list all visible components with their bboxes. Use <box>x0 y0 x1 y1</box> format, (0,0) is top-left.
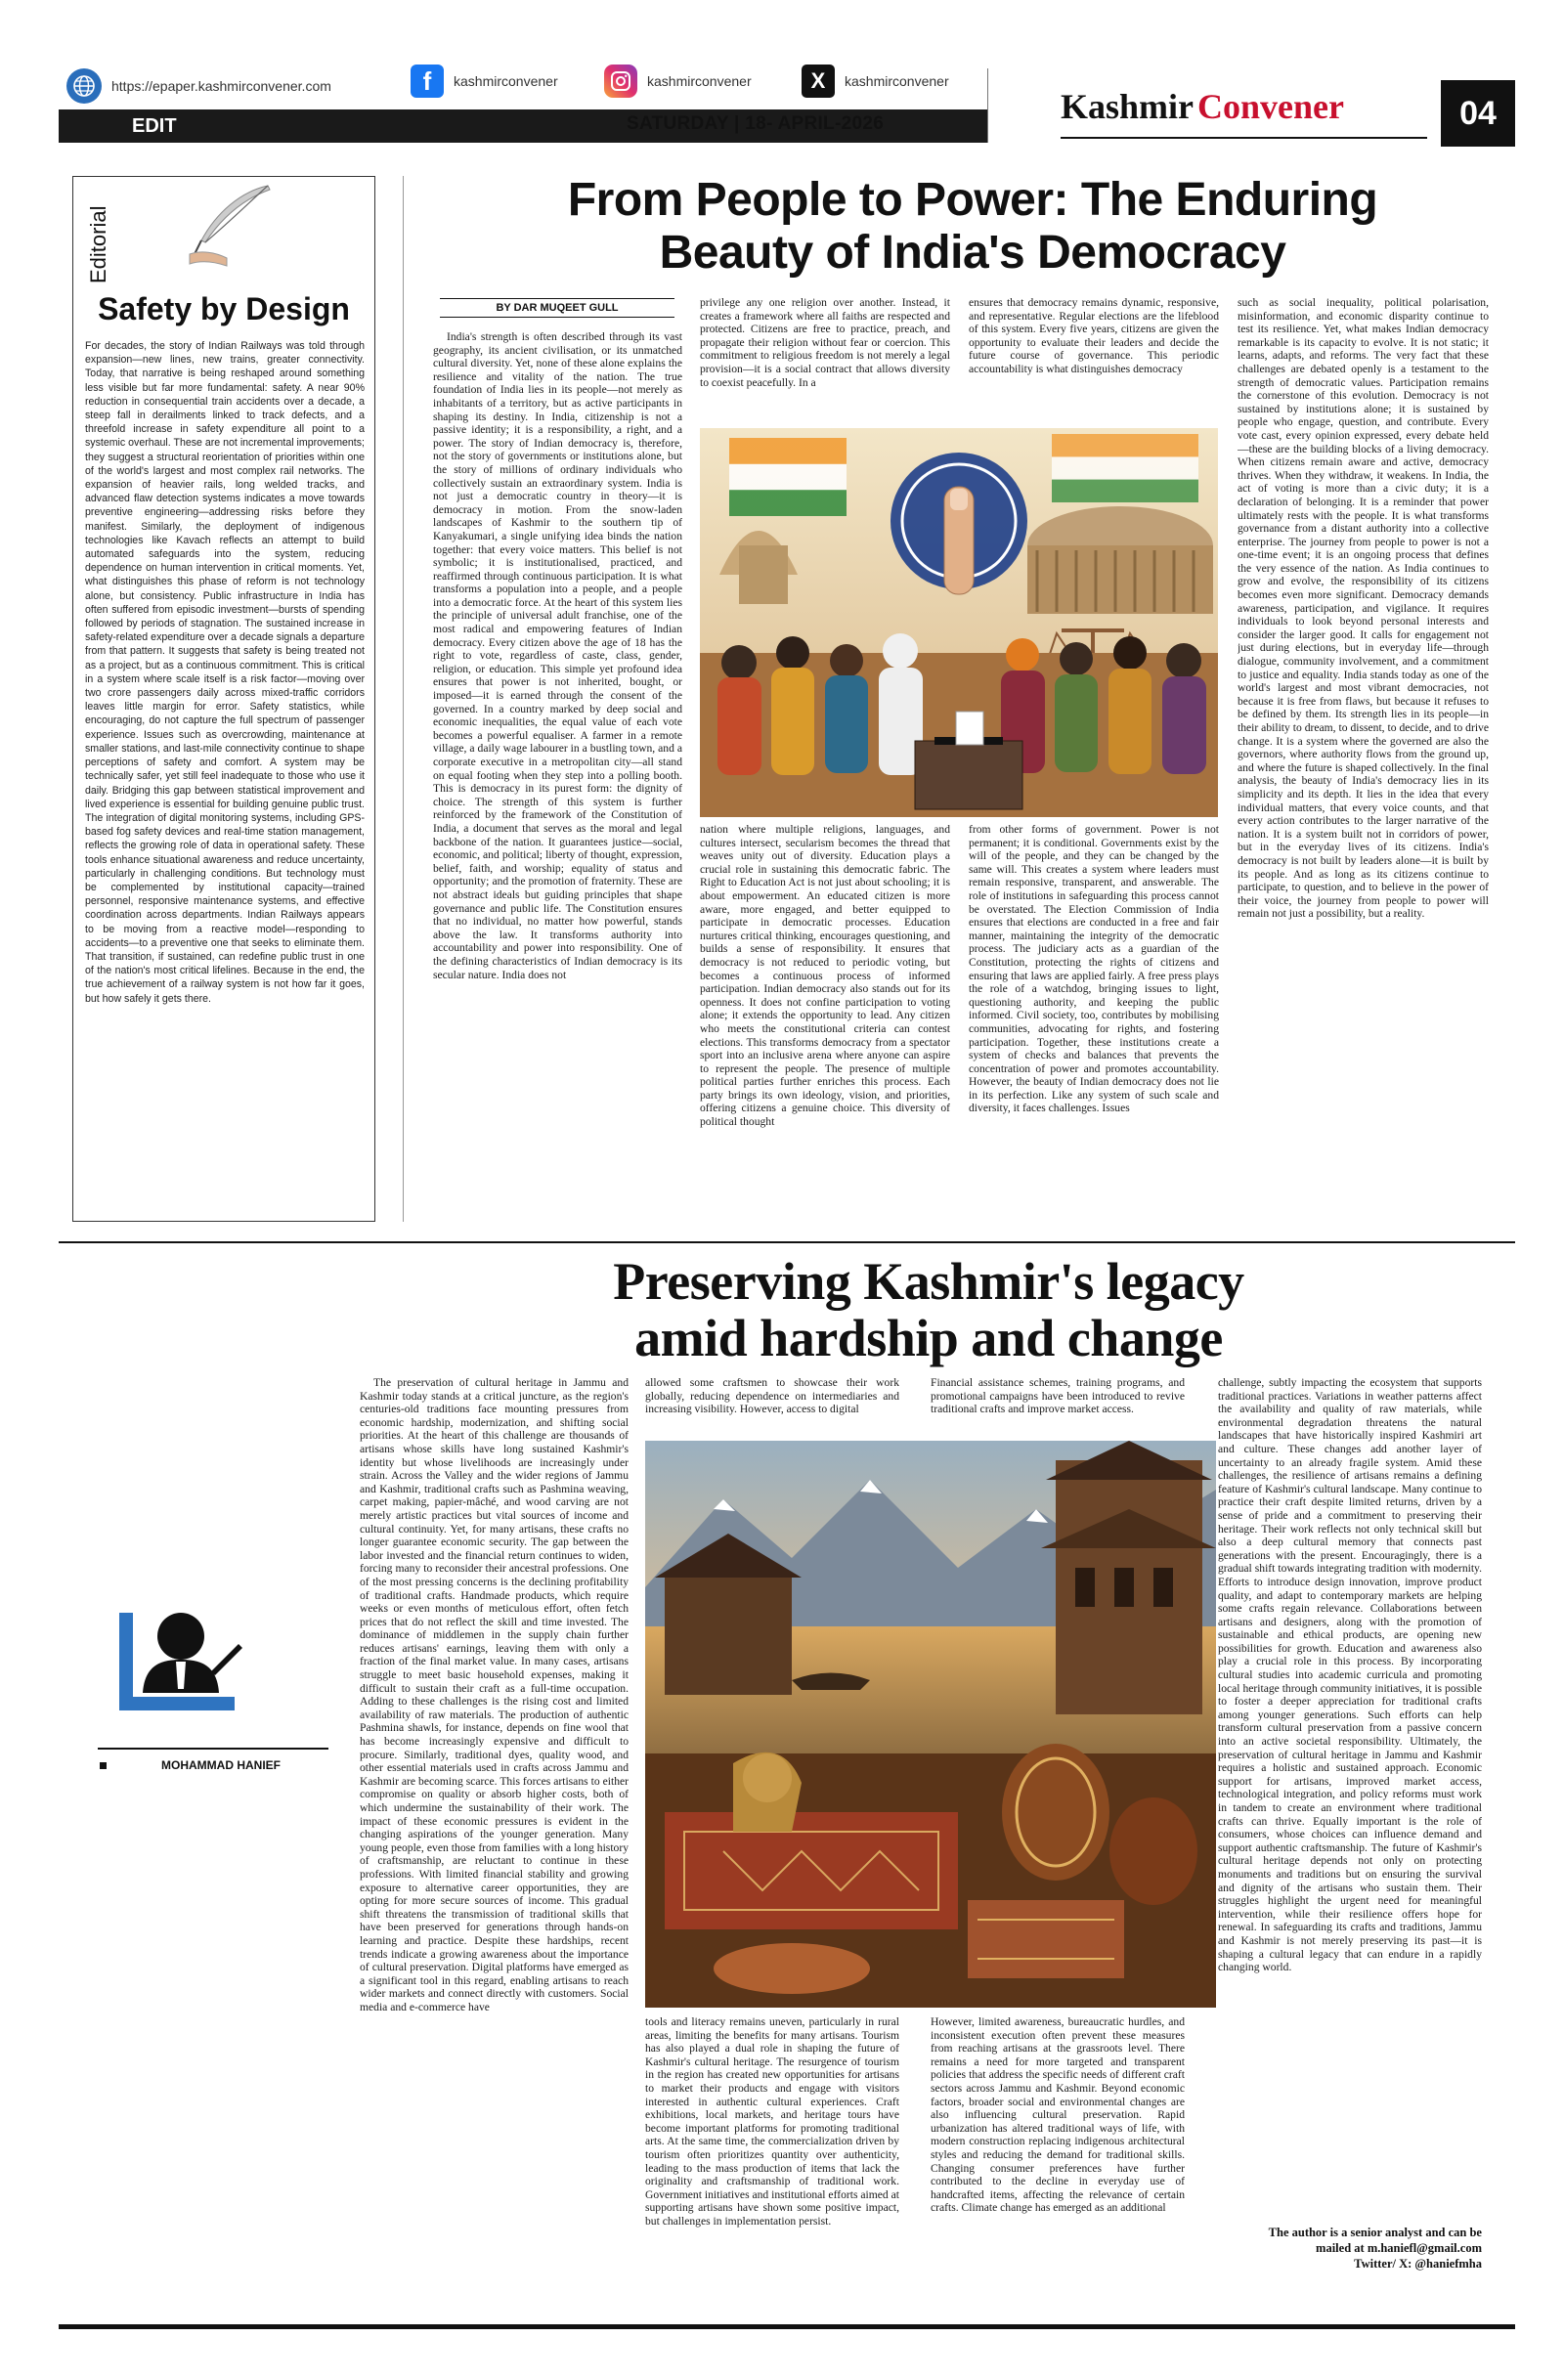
article1-headline-line2: Beauty of India's Democracy <box>659 227 1286 279</box>
masthead-logo <box>1061 86 1344 127</box>
democracy-illustration <box>700 428 1218 817</box>
article1-col1-text: India's strength is often described through its vast geography, its ancient civilisation, or its unmatched cultural diversity. Yet, none of these alone explains the resilience and vitality of the nation. The true foundation of India lies in its people—not merely as inhabitants of a territory, but as active participants in shaping its destiny. In India, citizenship is not a passive identity; it is a responsibility, a right, and a power. The story of Indian democracy is, therefore, not the story of governments or institutions alone, but the story of millions of ordinary individuals who collectively sustain an extraordinary system. India is not just a democratic country in theory—it is democracy in motion. From the snow-laden landscapes of Kashmir to the southern tip of Kanyakumari, a single unifying idea binds the nation together: that every voice matters. This belief is not symbolic; it is institutionalised, practiced, and reaffirmed through continuous participation. It is what transforms a population into a people, and a people into a democratic force. At the heart of this system lies the principle of universal adult franchise, one of the most radical and empowering features of Indian democracy. Every citizen above the age of 18 has the right to vote, regardless of caste, class, gender, religion, or education. This simple yet profound idea ensures that power is not inherited, bought, or imposed—it is earned through the consent of the governed. In a country marked by deep social and economic inequalities, the equal value of each vote becomes a powerful equaliser. A farmer in a remote village, a daily wage labourer in a bustling town, and a corporate executive in a metropolitan city—all stand on equal footing when they step into a polling booth. This is democracy in its purest form: the dignity of choice. The strength of this system is further reinforced by the framework of the Constitution of India, a document that serves as the moral and legal backbone of the nation. It guarantees justice—social, economic, and political; liberty of thought, expression, belief, faith, and worship; equality of status and opportunity; and the promotion of fraternity. These are not abstract ideals but guiding principles that shape governance and public life. The Constitution ensures that no individual, no matter how powerful, stands above the law. It transforms authority into accountability and power into responsibility. One of the defining characteristics of Indian democracy is its secular nature. India does not <box>433 330 682 981</box>
masthead-rule <box>1061 137 1427 139</box>
article2-col3-top-text: Financial assistance schemes, training programs, and promotional campaigns have been introduced to revive traditional crafts and improve market access. <box>931 1376 1185 1416</box>
instagram-icon <box>604 65 637 98</box>
author-bio <box>1218 2225 1482 2272</box>
article2-col4-text: challenge, subtly impacting the ecosystem that supports traditional practices. Variations in weather patterns affect the availability and quality of raw materials, while environmental degradation threatens the natural landscapes that have historically inspired Kashmiri art and culture. These changes add another layer of uncertainty to an already fragile system. Amid these challenges, the resilience of artisans remains a defining feature of Kashmir's cultural landscape. Many continue to practice their craft despite limited returns, driven by a sense of pride and a commitment to preserving their heritage. Their work reflects not only technical skill but also a deep cultural memory that connects past generations with the present. Encouragingly, there is a gradual shift towards integrating tradition with modernity. Efforts to introduce design innovation, improve product quality, and adapt to contemporary markets are helping some crafts regain relevance. Collaborations between artisans and designers, along with the promotion of sustainable and ethical products, are opening new possibilities for growth. Education and awareness also play a crucial role in this process. By incorporating cultural studies into academic curricula and promoting local heritage through community initiatives, it is possible to foster a deeper appreciation for traditional crafts among younger generations. Such efforts can help transform cultural preservation from a passive concern into an active societal responsibility. Ultimately, the preservation of cultural heritage in Jammu and Kashmir requires a holistic and sustained approach. Economic support for artisans, improved market access, technological integration, and policy reforms must work in tandem to create an environment where traditional crafts can thrive. Equally important is the role of consumers, whose choices can influence demand and support authentic craftsmanship. The future of Kashmir's cultural heritage depends not only on protecting monuments and traditions but on ensuring the survival and dignity of the artisans who sustain them. Their struggles highlight the urgent need for meaningful intervention, while their resilience offers hope for renewal. In safeguarding its crafts and traditions, Jammu and Kashmir is not merely preserving its past—it is shaping a cultural legacy that can endure in a rapidly changing world. <box>1218 1376 1482 1974</box>
article1-col3-top <box>969 296 1219 419</box>
article1-col1 <box>433 330 682 1222</box>
editorial-label: Editorial <box>86 205 110 283</box>
author-icon <box>117 1593 244 1725</box>
article1-col2-bottom-text: nation where multiple religions, languages, and cultures intersect, secularism becomes the thread that weaves unity out of diversity. Education plays a crucial role in sustaining this democratic fabric. The Right to Education Act is not just about schooling; it is about empowerment. An educated citizen is more aware, more engaged, and better equipped to participate in democratic processes. Education nurtures critical thinking, encourages questioning, and builds a sense of responsibility. It ensures that democracy is not reduced to periodic voting, but becomes a continuous process of informed participation. Indian democracy also stands out for its openness. It does not confine participation to voting alone; it extends the opportunity to lead. Any citizen who meets the constitutional criteria can contest elections. This transforms democracy from a spectator sport into an inclusive arena where anyone can aspire to represent the people. The presence of multiple political parties further enriches this process. Each party brings its own ideology, vision, and priorities, offering citizens a genuine choice. This diversity of political thought <box>700 823 950 1129</box>
article1-col4-text: such as social inequality, political polarisation, misinformation, and economic disparity continue to test its resilience. Yet, what makes Indian democracy remarkable is its capacity to evolve. It is not static; it learns, adapts, and reforms. The very fact that these challenges are debated openly is a testament to the strength of democratic values. Participation remains the cornerstone of this evolution. Democracy is not sustained by institutions alone; it is sustained by people who engage, question, and contribute. Every vote cast, every opinion expressed, every debate held—these are the building blocks of a living democracy. When citizens remain aware and active, democracy thrives. When they withdraw, it weakens. In India, the act of voting is more than a civic duty; it is a declaration of belonging. It is a reminder that power ultimately rests with the people. It is what transforms governance from a distant authority into a collective enterprise. The journey from people to power is not a one-time event; it is an ongoing process that defines the very essence of the nation. As India continues to grow and evolve, the responsibility of its citizens becomes even more significant. Democracy demands awareness, participation, and vigilance. It requires individuals to look beyond personal interests and consider the larger good. It calls for engagement not just during elections, but in everyday life—through dialogue, community involvement, and a commitment to justice and equality. India stands today as one of the world's largest and most vibrant democracies, not because it is free from flaws, but because it refuses to be defined by them. Its strength lies in its people—in their ability to dream, to dissent, to decide, and to drive change. It is a system where the governed are also the governors, where authority flows from the ground up, and where the future is shaped collectively. In the final analysis, the beauty of India's democracy lies in its simplicity and its depth. It lies in the idea that every individual matters, that every voice counts, and that every action contributes to the larger narrative of the nation. It is a system built not in corridors of power, but in the everyday lives of its citizens. India's democracy is not built by leaders alone—it is built by its people. And as long as its citizens continue to participate, to question, and to believe in the power of their voice, the journey from people to power will remain not just a possibility, but a reality. <box>1238 296 1489 921</box>
author-bio-email: mailed at m.haniefl@gmail.com <box>1316 2241 1482 2255</box>
article2-headline <box>391 1253 1466 1366</box>
article2-col1 <box>360 1376 629 2305</box>
author-rule <box>98 1748 328 1750</box>
article-separator <box>59 1241 1515 1243</box>
article1-headline-line1: From People to Power: The Enduring <box>567 174 1378 226</box>
page-number: 04 <box>1441 80 1515 147</box>
article1-col3-bottom-text: from other forms of government. Power is not permanent; it is conditional. Governments exist by the will of the people, and they can be changed by the same will. This creates a system where leaders must remain responsive, transparent, and answerable. The role of institutions in safeguarding this process cannot be overstated. The Election Commission of India ensures that elections are conducted in a free and fair manner, maintaining the integrity of the democratic process. The judiciary acts as a guardian of the Constitution, protecting the rights of citizens and ensuring that laws are applied fairly. A free press plays the role of a watchdog, bringing issues to light, questioning authority, and keeping the public informed. Civil society, too, contributes by mobilising communities, advocating for rights, and fostering participation. Together, these institutions create a system of checks and balances that prevents the concentration of power and promotes accountability. However, the beauty of Indian democracy does not lie in its perfection. Like any system of such scale and diversity, it faces challenges. Issues <box>969 823 1219 1115</box>
instagram-handle: kashmirconvener <box>647 73 752 89</box>
x-handle: kashmirconvener <box>845 73 949 89</box>
globe-icon <box>66 68 102 104</box>
kashmir-illustration <box>645 1441 1216 2008</box>
article2-headline-line1: Preserving Kashmir's legacy <box>613 1252 1244 1311</box>
website-url: https://epaper.kashmirconvener.com <box>111 78 331 94</box>
facebook-handle: kashmirconvener <box>454 73 558 89</box>
author-name: MOHAMMAD HANIEF <box>161 1758 281 1772</box>
article1-headline <box>420 174 1525 280</box>
footer-rule <box>59 2324 1515 2329</box>
article1-col4 <box>1238 296 1489 1222</box>
article2-col3-bottom <box>931 2015 1185 2305</box>
logo-convener: Convener <box>1197 87 1344 126</box>
article1-col2-bottom <box>700 823 950 1222</box>
article1-col2-top-text: privilege any one religion over another. Instead, it creates a framework where all faiths are respected and protected. Citizens are free to practice, preach, and propagate their religion without fear or coercion. This commitment to religious freedom is not merely a legal provision—it is a social contract that allows diversity to coexist peacefully. In a <box>700 296 950 389</box>
article2-col3-top <box>931 1376 1185 1433</box>
article1-col2-top <box>700 296 950 419</box>
header-divider <box>987 68 988 143</box>
quill-icon <box>172 182 280 275</box>
article2-headline-line2: amid hardship and change <box>634 1309 1223 1367</box>
editorial-title: Safety by Design <box>98 291 350 326</box>
article1-col3-bottom <box>969 823 1219 1222</box>
article2-col3-bottom-text: However, limited awareness, bureaucratic hurdles, and inconsistent execution often prevent these measures from reaching artisans at the grassroots level. There remains a need for more targeted and transparent policies that address the specific needs of different craft sectors across Jammu and Kashmir. Beyond economic factors, broader social and environmental changes are also influencing cultural preservation. Rapid urbanization has altered traditional ways of life, with modern construction replacing indigenous architectural styles and reducing the demand for traditional skills. Changing consumer preferences have further contributed to the decline in everyday use of handcrafted items, affecting the relevance of certain crafts. Climate change has emerged as an additional <box>931 2015 1185 2215</box>
issue-date: SATURDAY | 18- APRIL-2026 <box>627 113 885 134</box>
x-icon: X <box>802 65 835 98</box>
logo-kashmir: Kashmir <box>1061 87 1195 126</box>
author-bio-line1: The author is a senior analyst and can be <box>1268 2226 1482 2239</box>
article2-col2-bottom <box>645 2015 899 2305</box>
article2-col1-text: The preservation of cultural heritage in Jammu and Kashmir today stands at a critical juncture, as the region's centuries-old traditions face mounting pressures from economic hardship, modernization, and shifting social priorities. At the heart of this challenge are thousands of artisans whose skills have long sustained Kashmir's identity but whose livelihoods are increasingly under strain. Across the Valley and the wider regions of Jammu and Kashmir, traditional crafts such as Pashmina weaving, carpet making, papier-mâché, and wood carving are not merely artistic practices but vital sources of income and cultural continuity. Yet, for many artisans, these crafts no longer guarantee economic security. The gap between the labor invested and the financial return continues to widen, forcing many to reconsider their ancestral professions. One of the most pressing concerns is the declining profitability of traditional crafts. Handmade products, which require weeks or even months of meticulous effort, often fetch prices that do not reflect the skill and time invested. The dominance of middlemen in the supply chain further reduces artisans' earnings, leaving them with only a fraction of the final market value. In many cases, artisans struggle to meet basic household expenses, making it difficult to sustain their craft as a full-time occupation. Adding to these challenges is the rising cost and limited availability of raw materials. The production of authentic Pashmina shawls, for instance, depends on fine wool that has become increasingly expensive and difficult to procure. Similarly, traditional dyes, quality wood, and other essential materials used in crafts across Jammu and Kashmir are becoming scarce. This forces artisans to either compromise on quality or absorb higher costs, both of which undermine the sustainability of their work. The impact of these economic pressures is evident in the changing aspirations of the younger generation. Many young people, even those from families with a long history of craftsmanship, are reluctant to continue in these professions. With limited financial stability and growing exposure to alternative career opportunities, they are opting for more secure sources of income. This gradual shift threatens the transmission of traditional skills that have been preserved for generations through hands-on learning and practice. Despite these hardships, recent trends indicate a growing awareness about the importance of cultural preservation. Digital platforms have emerged as a significant tool in this regard, enabling artisans to reach wider markets and connect directly with customers. Social media and e-commerce have <box>360 1376 629 2013</box>
editorial-body: For decades, the story of Indian Railways was told through expansion—new lines, new trains, greater connectivity. Today, that narrative is being reshaped around something less visible but far more fundamental: safety. A near 90% reduction in consequential train accidents over a decade, a steep fall in derailments linked to track defects, and a threefold increase in safety expenditure all point to a systemic overhaul. These are not incremental improvements; they suggest a structural reorientation of priorities within one of the world's largest and most complex rail networks. The expansion of heavier rails, long welded tracks, and advanced flaw detection systems indicates a move towards preventive engineering—addressing risks before they manifest. Similarly, the deployment of indigenous technologies like Kavach reflects an attempt to build automated safeguards into the system, reducing dependence on human intervention in critical moments. Yet, what distinguishes this phase of reform is not technology alone, but consistency. Public infrastructure in India has often suffered from episodic investment—bursts of spending followed by periods of stagnation. The sustained increase in safety-related expenditure over a decade signals a departure from that pattern. It suggests that safety is being treated not as a project, but as a continuous commitment. This is critical in a system where scale itself is a risk factor—moving over two crore passengers daily across mixed-traffic corridors leaves little margin for error. Safety statistics, while encouraging, do not capture the full spectrum of passenger experience. Issues such as overcrowding, maintenance at smaller stations, and last-mile connectivity continue to shape perceptions of safety and comfort. A system may be technically safer, yet still feel inadequate to those who use it daily. Bridging this gap between statistical improvement and lived experience is essential for building genuine public trust. The integration of digital monitoring systems, including GPS-based fog safety devices and real-time station management, reflects the growing role of data in operational safety. These tools enhance situational awareness and reduce uncertainty, particularly in challenging conditions. But technology must be complemented by institutional capacity—trained personnel, responsive maintenance systems, and effective coordination across departments. Indian Railways appears to be moving from a reactive model—responding to accidents—to a preventive one that seeks to eliminate them. That transition, if sustained, can redefine public trust in one of the nation's most critical lifelines. Because in the end, the true achievement of a railway system is not how far it goes, but how safely it gets there. <box>85 340 365 1005</box>
author-bullet <box>100 1762 107 1769</box>
article2-col2-top <box>645 1376 899 1433</box>
instagram-link[interactable] <box>604 65 752 98</box>
author-bio-twitter: Twitter/ X: @haniefmha <box>1354 2257 1482 2271</box>
article2-col2-top-text: allowed some craftsmen to showcase their work globally, reducing dependence on intermediaries and increasing visibility. However, access to digital <box>645 1376 899 1416</box>
x-link[interactable] <box>802 65 949 98</box>
facebook-icon: f <box>411 65 444 98</box>
article2-col2-bottom-text: tools and literacy remains uneven, particularly in rural areas, limiting the benefits for many artisans. Tourism has also played a dual role in shaping the future of Kashmir's cultural heritage. The resurgence of tourism in the region has created new opportunities for artisans to market their products and engage with visitors interested in authentic cultural experiences. Craft exhibitions, local markets, and heritage tours have become important platforms for promoting traditional arts. At the same time, the commercialization driven by tourism often prioritizes quantity over authenticity, leading to the mass production of items that lack the originality and craftsmanship of traditional work. Government initiatives and institutional efforts aimed at supporting artisans have shown some positive impact, but challenges in implementation persist. <box>645 2015 899 2228</box>
article2-col4 <box>1218 1376 1482 2219</box>
editorial-divider <box>403 176 404 1222</box>
article1-byline: BY DAR MUQEET GULL <box>440 298 674 318</box>
article1-col3-top-text: ensures that democracy remains dynamic, responsive, and representative. Regular elections are the lifeblood of this system. Every five years, citizens are given the opportunity to evaluate their leaders and decide the future course of governance. This periodic accountability is what distinguishes democracy <box>969 296 1219 375</box>
website-link[interactable] <box>66 68 331 104</box>
facebook-link[interactable] <box>411 65 558 98</box>
section-label: EDIT <box>132 114 177 137</box>
